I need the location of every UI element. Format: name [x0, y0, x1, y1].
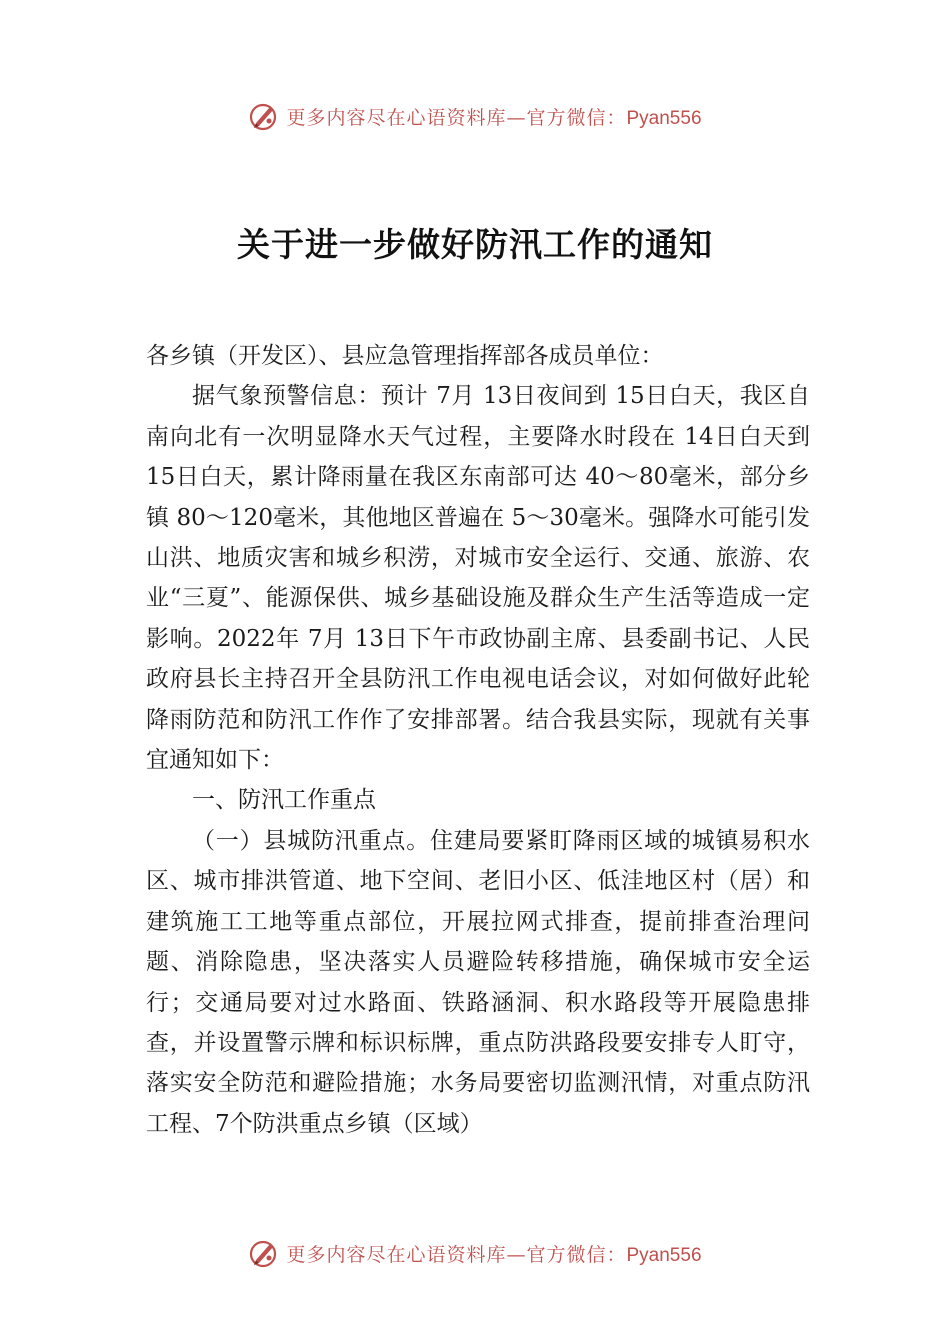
section-heading-1: 一、防汛工作重点 — [192, 787, 376, 814]
watermark-wechat-id: Pyan556 — [626, 107, 702, 129]
paragraph-weather-warning: 据气象预警信息：预计 7月 13日夜间到 15日白天，我区自南向北有一次明显降水天气过程，主要降水时段在 14日白天到 15日白天，累计降雨量在我区东南部可达 40～80毫米，部分乡镇 80～120毫米，其他地区普遍在 5～30毫米。强降水可能引发山洪、地质灾害和城乡积涝，对城市安全运行、交通、旅游、农业“三夏”、能源保供、城乡基础设施及群众生产生活等造成一定影响。2022年 7月 13日下午市政协副主席、县委副书记、人民政府县长主持召开全县防汛工作电视电话会议，对如何做好此轮降雨防范和防汛工作作了安排部署。结合我县实际，现就有关事宜通知如下： — [146, 383, 810, 774]
watermark-wechat-id: Pyan556 — [626, 1244, 702, 1266]
pen-logo-icon — [248, 1238, 278, 1268]
watermark-footer — [0, 1233, 950, 1273]
document-body — [146, 336, 810, 1144]
pen-logo-icon — [248, 101, 278, 131]
watermark-text: 更多内容尽在心语资料库—官方微信：Pyan556 — [286, 1243, 702, 1266]
watermark-text: 更多内容尽在心语资料库—官方微信：Pyan556 — [286, 106, 702, 129]
watermark-header — [0, 96, 950, 136]
document-title: 关于进一步做好防汛工作的通知 — [237, 225, 713, 264]
document-salutation: 各乡镇（开发区）、县应急管理指挥部各成员单位： — [146, 343, 664, 369]
paragraph-county-flood-focus: （一）县城防汛重点。住建局要紧盯降雨区域的城镇易积水区、城市排洪管道、地下空间、老旧小区、低洼地区村（居）和建筑施工工地等重点部位，开展拉网式排查，提前排查治理问题、消除隐患，坚决落实人员避险转移措施，确保城市安全运行；交通局要对过水路面、铁路涵洞、积水路段等开展隐患排查，并设置警示牌和标识标牌，重点防洪路段要安排专人盯守，落实安全防范和避险措施；水务局要密切监测汛情，对重点防汛工程、7个防洪重点乡镇（区域） — [146, 827, 810, 1137]
